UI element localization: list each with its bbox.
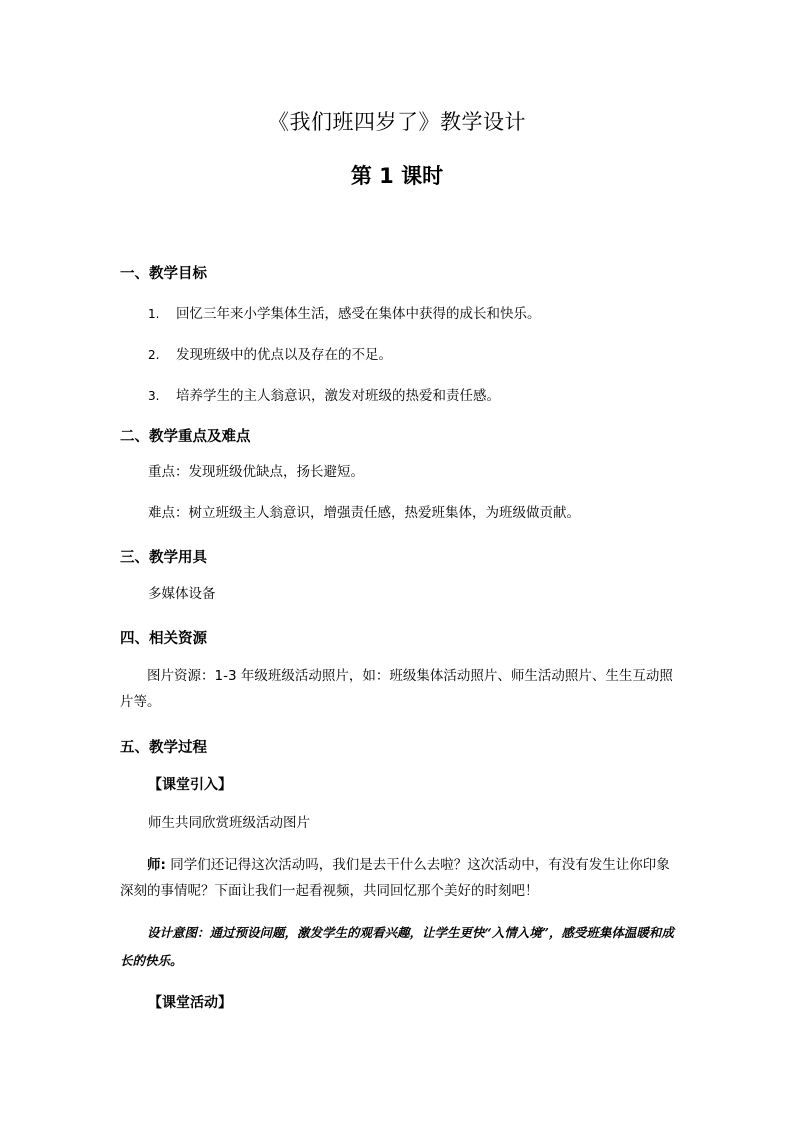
- list-text: 发现班级中的优点以及存在的不足。: [176, 347, 392, 363]
- list-item: [148, 384, 500, 404]
- section-heading-tools: 三、教学用具: [120, 550, 207, 566]
- section-heading-key-points: 二、教学重点及难点: [120, 429, 251, 445]
- intro-text: 师生共同欣赏班级活动图片: [148, 815, 310, 831]
- intro-label: 【课堂引入】: [148, 777, 232, 793]
- teacher-text: 同学们还记得这次活动吗，我们是去干什么去啦？这次活动中，有没有发生让你印象深刻的事情呢？下面让我们一起看视频，共同回忆那个美好的时刻吧！: [120, 857, 670, 899]
- tools-text: 多媒体设备: [148, 586, 216, 602]
- activity-label: 【课堂活动】: [148, 995, 232, 1011]
- list-number: 1.: [148, 307, 160, 321]
- document-subtitle: 第 1 课时: [350, 164, 444, 188]
- list-number: 2.: [148, 348, 160, 362]
- section-heading-goals: 一、教学目标: [120, 266, 207, 282]
- section-heading-process: 五、教学过程: [120, 740, 207, 756]
- list-item: [148, 343, 392, 363]
- teacher-label: 师:: [147, 857, 166, 873]
- list-item: [148, 302, 541, 322]
- design-intent-text: 设计意图：通过预设问题，激发学生的观看兴趣，让学生更快“入情入境”，感受班集体温暖和成长的快乐。: [120, 925, 674, 968]
- list-number: 3.: [148, 389, 160, 403]
- list-text: 回忆三年来小学集体生活，感受在集体中获得的成长和快乐。: [176, 306, 541, 322]
- difficulty-text: 难点：树立班级主人翁意识，增强责任感，热爱班集体，为班级做贡献。: [148, 505, 580, 521]
- resources-text: 图片资源：1-3 年级班级活动照片，如：班级集体活动照片、师生活动照片、生生互动照片等。: [120, 668, 673, 710]
- list-text: 培养学生的主人翁意识，激发对班级的热爱和责任感。: [176, 388, 500, 404]
- key-point-text: 重点：发现班级优缺点，扬长避短。: [148, 464, 364, 480]
- document-title: 《我们班四岁了》教学设计: [268, 110, 526, 134]
- section-heading-resources: 四、相关资源: [120, 631, 207, 647]
- teacher-paragraph: [120, 852, 676, 904]
